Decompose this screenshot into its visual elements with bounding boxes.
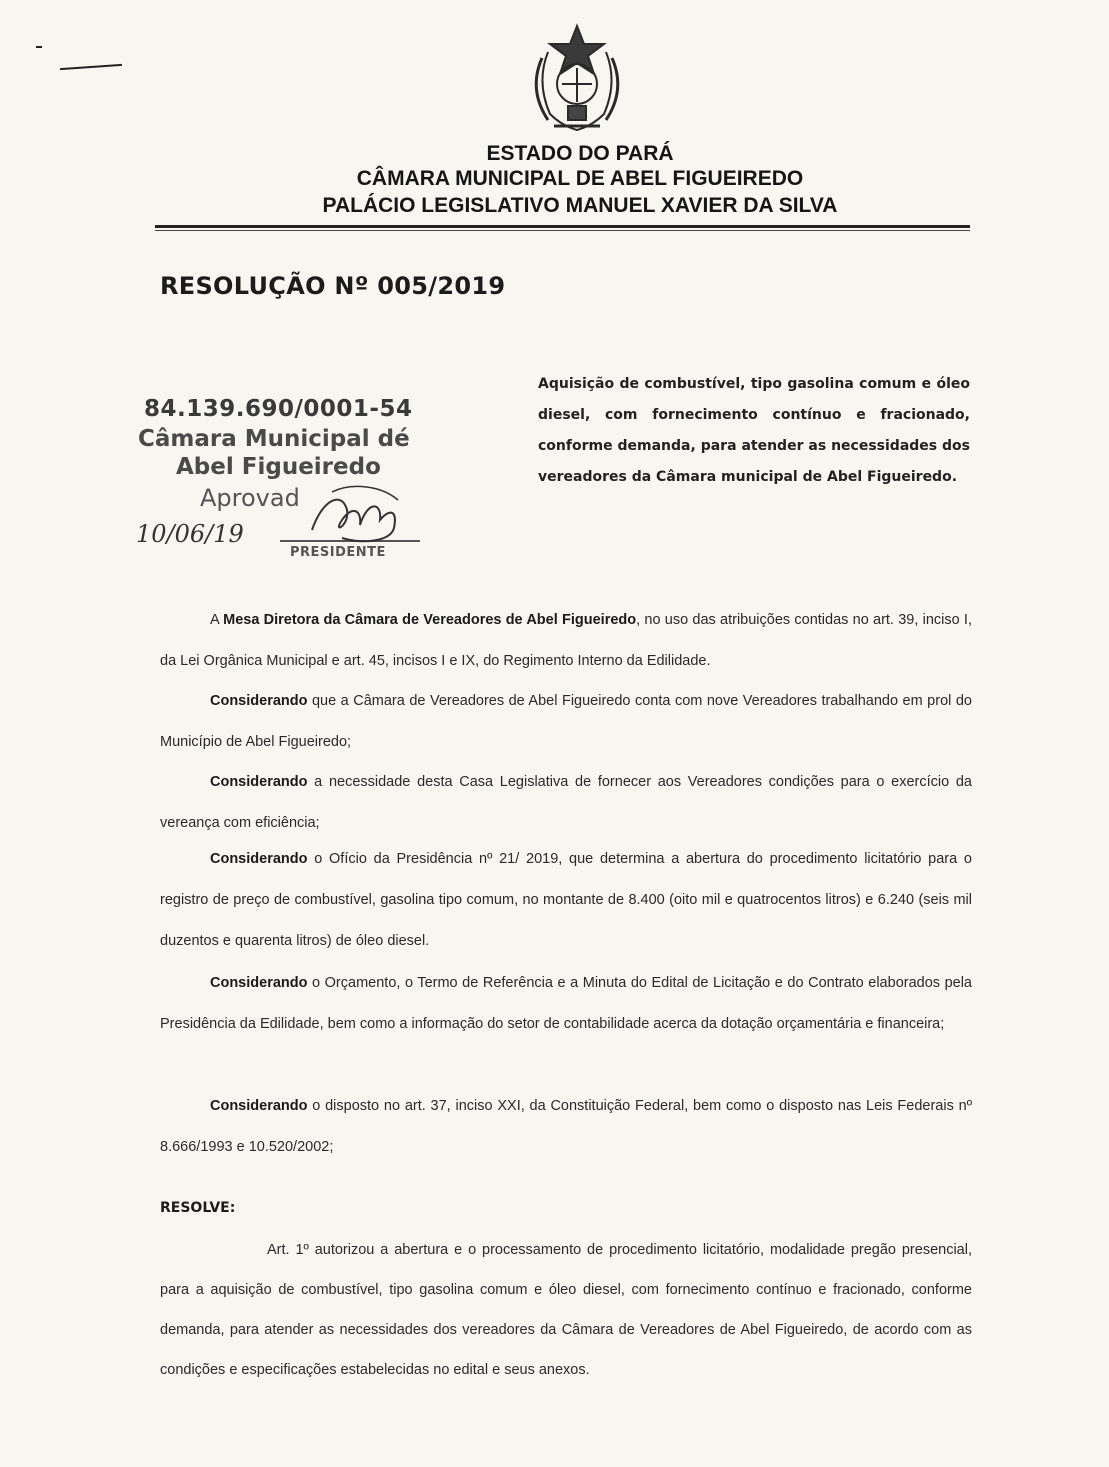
preamble-rest: , no uso das atribuições contidas no art. 39, inciso I, da Lei Orgânica Municipal e art. 45, incisos I e IX, do Regimento Interno da Edilidade. bbox=[160, 612, 972, 669]
header-state: ESTADO DO PARÁ bbox=[486, 142, 674, 165]
paragraph-text: a necessidade desta Casa Legislativa de fornecer aos Vereadores condições para o exercício da vereança com eficiência; bbox=[160, 774, 972, 831]
considerando-label: Considerando bbox=[210, 1098, 308, 1114]
preamble-lead: A bbox=[210, 612, 224, 628]
considerando-label: Considerando bbox=[210, 851, 308, 867]
stamp-role: PRESIDENTE bbox=[290, 545, 386, 560]
resolve-heading: RESOLVE: bbox=[160, 1200, 236, 1216]
stamp-status: Aprovad bbox=[200, 484, 300, 512]
paragraph-considerando-2 bbox=[160, 762, 972, 844]
paragraph-text: que a Câmara de Vereadores de Abel Figueiredo conta com nove Vereadores trabalhando em prol do Município de Abel Figueiredo; bbox=[160, 693, 972, 750]
ementa-summary: Aquisição de combustível, tipo gasolina comum e óleo diesel, com fornecimento contínuo e fracionado, conforme demanda, para atender as necessidades dos vereadores da Câmara municipal de Abel Figueiredo. bbox=[538, 376, 970, 485]
stamp-line2: Abel Figueiredo bbox=[176, 454, 381, 480]
stamp-line1: Câmara Municipal dé bbox=[138, 426, 410, 452]
paragraph-considerando-5 bbox=[160, 1086, 972, 1168]
considerando-label: Considerando bbox=[210, 693, 308, 709]
header-divider bbox=[155, 225, 970, 228]
article-1: Art. 1º autorizou a abertura e o processamento de procedimento licitatório, modalidade pregão presencial, para a aquisição de combustível, tipo gasolina comum e óleo diesel, com fornecimento contínuo e fracionado, conforme demanda, para atender as necessidades dos vereadores da Câmara de Vereadores de Abel Figueiredo, de acordo com as condições e especificações estabelecidas no edital e seus anexos. bbox=[160, 1242, 972, 1378]
paragraph-considerando-3 bbox=[160, 839, 972, 962]
paragraph-text: o Ofício da Presidência nº 21/ 2019, que determina a abertura do procedimento licitatório para o registro de preço de combustível, gasolina tipo comum, no montante de 8.400 (oito mil e quatrocentos litros) e 6.240 (seis mil duzentos e quarenta litros) de óleo diesel. bbox=[160, 851, 972, 949]
stamp-cnpj: 84.139.690/0001-54 bbox=[144, 396, 413, 422]
municipal-crest-icon bbox=[518, 22, 636, 140]
document-title: RESOLUÇÃO Nº 005/2019 bbox=[160, 272, 506, 300]
header-divider-thin bbox=[155, 230, 970, 231]
considerando-label: Considerando bbox=[210, 774, 308, 790]
paragraph-text: o Orçamento, o Termo de Referência e a Minuta do Edital de Licitação e do Contrato elaborados pela Presidência da Edilidade, bem como a informação do setor de contabilidade acerca da dotação orçamentária e financeira; bbox=[160, 975, 972, 1032]
approval-stamp bbox=[130, 392, 430, 572]
paragraph-considerando-4 bbox=[160, 963, 972, 1045]
scan-mark bbox=[36, 46, 42, 48]
signature-icon bbox=[302, 480, 412, 550]
preamble-bold: Mesa Diretora da Câmara de Vereadores de Abel Figueiredo bbox=[223, 612, 637, 628]
paragraph-considerando-1 bbox=[160, 681, 972, 763]
considerando-label: Considerando bbox=[210, 975, 308, 991]
paragraph-text: o disposto no art. 37, inciso XXI, da Constituição Federal, bem como o disposto nas Leis Federais nº 8.666/1993 e 10.520/2002; bbox=[160, 1098, 972, 1155]
header-chamber: CÂMARA MUNICIPAL DE ABEL FIGUEIREDO bbox=[356, 167, 804, 190]
header-palace: PALÁCIO LEGISLATIVO MANUEL XAVIER DA SILVA bbox=[322, 194, 838, 217]
scan-mark bbox=[60, 64, 122, 70]
paragraph-preamble bbox=[160, 600, 972, 682]
stamp-date: 10/06/19 bbox=[136, 520, 244, 548]
